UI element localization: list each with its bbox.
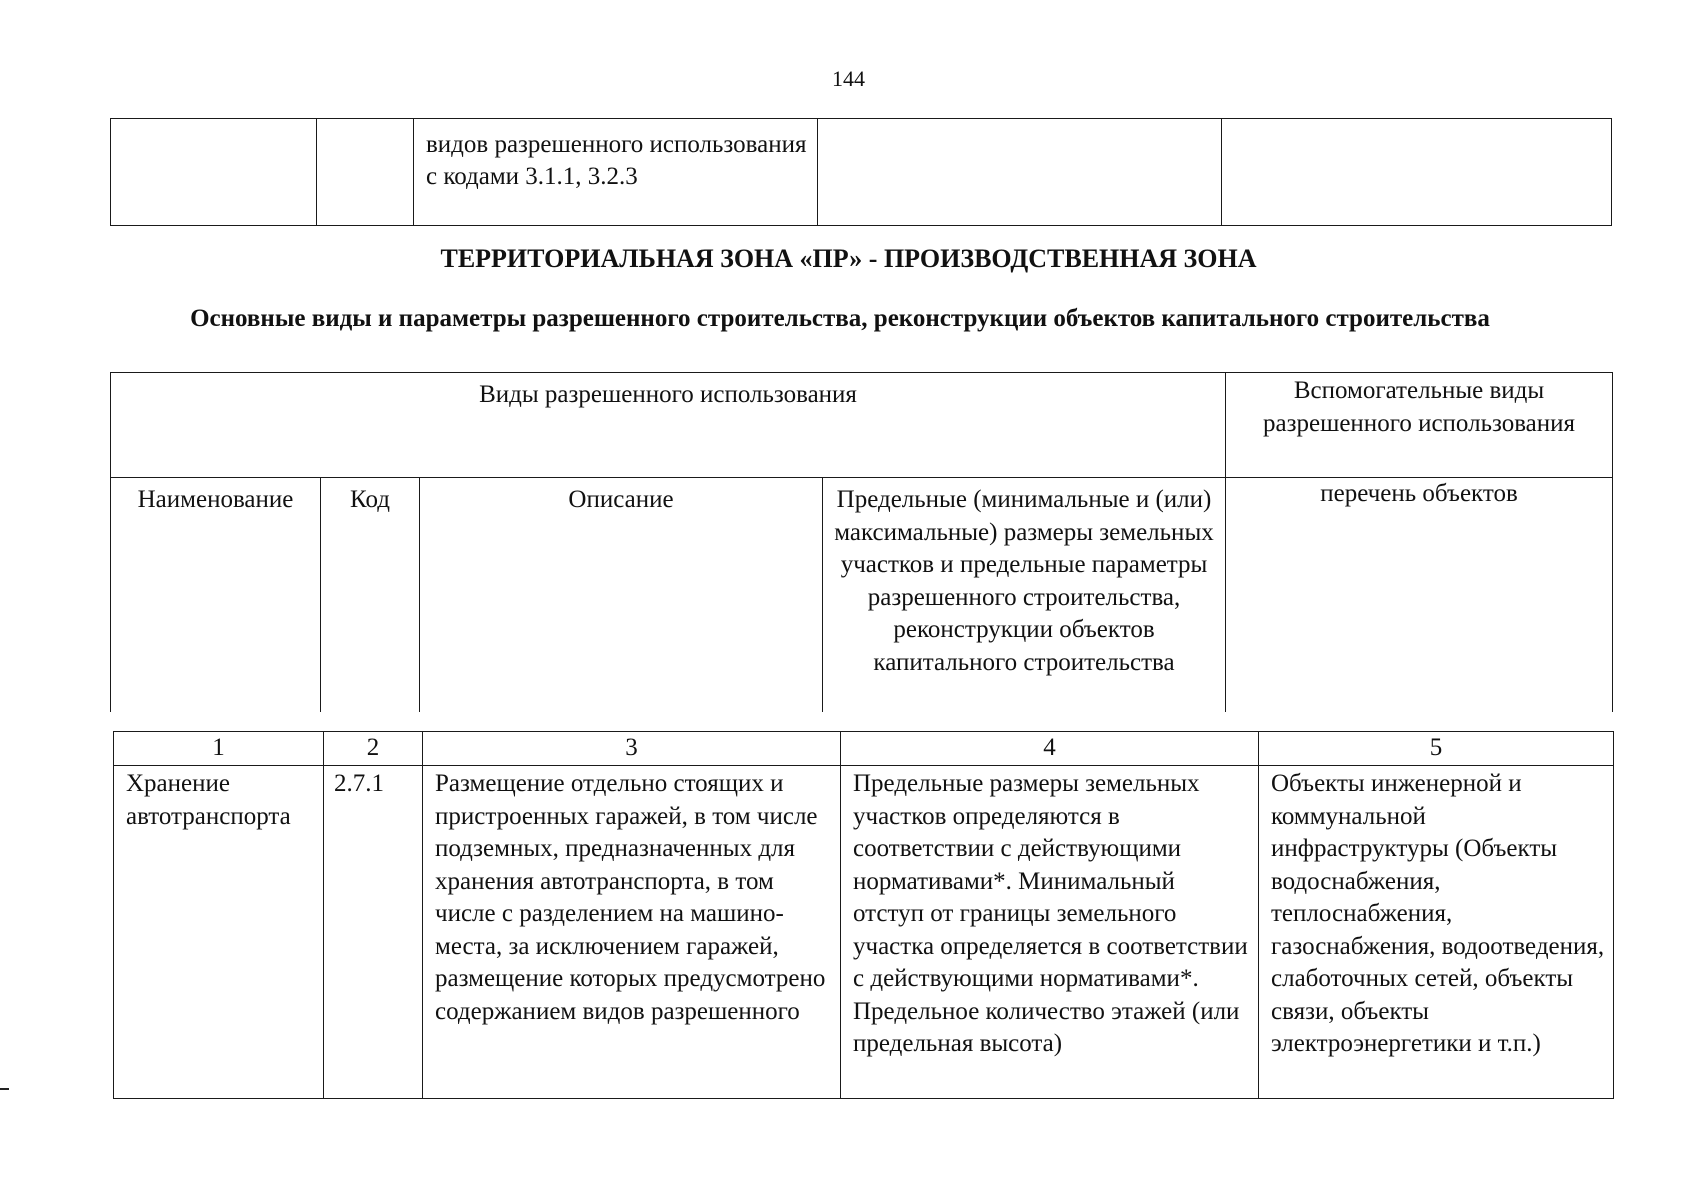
header-columns-row [111,478,1613,713]
continuation-description: видов разрешенного использования с кодами 3.1.1, 3.2.3 [426,131,807,190]
row-parameters-cell [841,766,1259,1099]
header-objects-label: перечень объектов [1320,480,1518,507]
column-number-1: 1 [114,732,324,766]
header-objects-cell [1226,478,1613,713]
page-number: 144 [832,66,865,91]
header-auxiliary-cell [1226,373,1613,478]
row-parameters: Предельные размеры земельных участков определяются в соответствии с действующими нормативами*. Минимальный отступ от границы земельного участка определяется в соответствии с действующими нормативами*. Предельное количество этажей (или предельная высота) [853,770,1248,1057]
header-code-cell [321,478,420,713]
row-description-cell [423,766,841,1099]
scan-edge-mark [0,1088,9,1090]
column-number-2: 2 [324,732,423,766]
header-parameters-label: Предельные (минимальные и (или) максимальные) размеры земельных участков и предельные параметры разрешенного строительства, реконструкции объектов капитального строительства [834,486,1214,676]
continuation-auxiliary-cell [1222,119,1612,226]
data-table [113,731,1614,1099]
header-group-cell [111,373,1226,478]
section-title: Основные виды и параметры разрешенного строительства, реконструкции объектов капитального строительства [190,305,1490,332]
column-number-5: 5 [1259,732,1614,766]
header-group-label: Виды разрешенного использования [479,381,857,408]
row-code-cell [324,766,423,1099]
continuation-code-cell [317,119,414,226]
row-name-cell [114,766,324,1099]
header-description-label: Описание [568,486,674,513]
header-description-cell [420,478,823,713]
header-auxiliary-label: Вспомогательные виды разрешенного использования [1263,377,1576,437]
row-auxiliary-objects: Объекты инженерной и коммунальной инфраструктуры (Объекты водоснабжения, теплоснабжения, газоснабжения, водоотведения, слаботочных сетей, объекты связи, объекты электроэнергетики и т.п.) [1271,770,1605,1057]
row-code: 2.7.1 [334,770,384,797]
header-table [110,372,1613,712]
header-name-label: Наименование [137,486,294,513]
header-parameters-cell [823,478,1226,713]
row-name: Хранение автотранспорта [126,770,291,830]
continuation-name-cell [111,119,317,226]
header-code-label: Код [350,486,390,513]
row-description: Размещение отдельно стоящих и пристроенных гаражей, в том числе подземных, предназначенных для хранения автотранспорта, в том числе с разделением на машино-места, за исключением гаражей, размещение которых предусмотрено содержанием видов разрешенного [435,770,826,1025]
table-row [114,766,1614,1099]
column-number-3: 3 [423,732,841,766]
table-row [111,119,1612,226]
continuation-table [110,118,1612,226]
column-number-4: 4 [841,732,1259,766]
zone-title: ТЕРРИТОРИАЛЬНАЯ ЗОНА «ПР» - ПРОИЗВОДСТВЕННАЯ ЗОНА [440,244,1257,273]
continuation-description-cell [414,119,818,226]
column-numbers-row [114,732,1614,766]
header-group-row [111,373,1613,478]
header-name-cell [111,478,321,713]
row-auxiliary-cell [1259,766,1614,1099]
continuation-parameters-cell [818,119,1222,226]
